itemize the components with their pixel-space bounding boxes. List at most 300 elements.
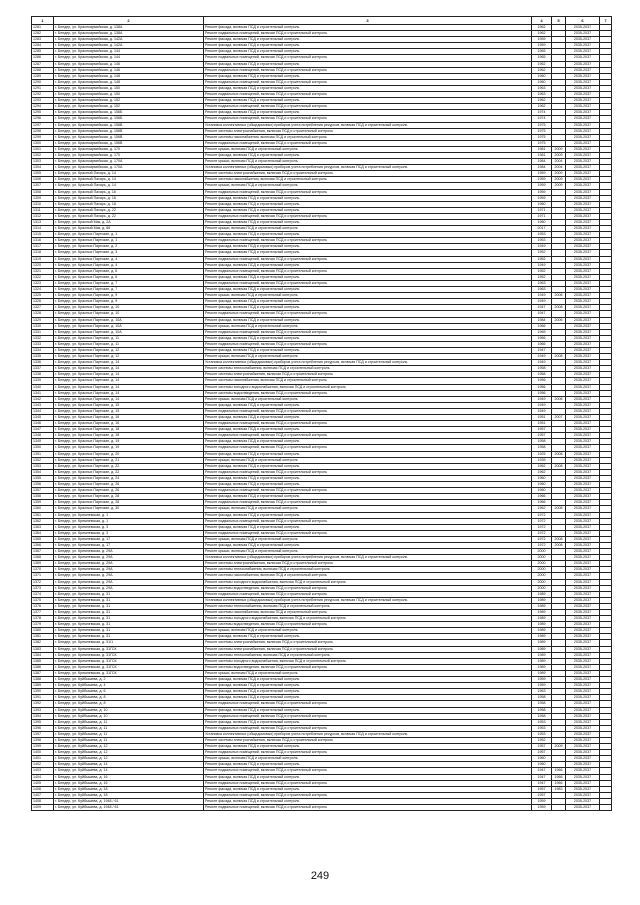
build-year-cell: 1953: [532, 725, 552, 731]
row-number: 1355: [32, 475, 54, 481]
planned-period-cell: 2035-2037: [566, 786, 600, 792]
build-year-cell: 1958: [532, 707, 552, 713]
row-number: 1306: [32, 177, 54, 183]
work-type-cell: Ремонт фасада, включая ПСД и строительный контроль: [204, 463, 532, 469]
build-year-cell: 1959: [532, 183, 552, 189]
planned-period-cell: 2035-2037: [566, 98, 600, 104]
work-type-cell: Ремонт крыши, включая ПСД и строительный контроль: [204, 323, 532, 329]
address-cell: г. Бендер, ул. Красноармейская, д. 156Б: [54, 110, 204, 116]
address-cell: г. Бендер, ул. Куйбышева, д. 2: [54, 677, 204, 683]
row-number: 1342: [32, 396, 54, 402]
last-repair-year-cell: 2004: [552, 159, 566, 165]
address-cell: г. Бендер, ул. Красных Партизан, д. 18: [54, 427, 204, 433]
row-number: 1397: [32, 731, 54, 737]
row-number: 1286: [32, 55, 54, 61]
planned-period-cell: 2035-2037: [566, 762, 600, 768]
planned-period-cell: 2035-2037: [566, 603, 600, 609]
address-cell: г. Бендер, ул. Кремлевская, д. 31/1: [54, 640, 204, 646]
build-year-cell: 1959: [532, 43, 552, 49]
row-number: 1409: [32, 805, 54, 811]
work-type-cell: Ремонт фасада, включая ПСД и строительный контроль: [204, 542, 532, 548]
work-type-cell: Ремонт системы теплоснабжения, включая ПСД и строительный контроль: [204, 567, 532, 573]
planned-period-cell: 2035-2037: [566, 49, 600, 55]
planned-period-cell: 2035-2037: [566, 390, 600, 396]
planned-period-cell: 2035-2037: [566, 335, 600, 341]
row-number: 1293: [32, 98, 54, 104]
work-type-cell: Ремонт фасада, включая ПСД и строительный контроль: [204, 707, 532, 713]
planned-period-cell: 2035-2037: [566, 518, 600, 524]
address-cell: г. Бендер, ул. Красных Партизан, д. 14: [54, 360, 204, 366]
planned-period-cell: 2035-2037: [566, 341, 600, 347]
row-number: 1326: [32, 299, 54, 305]
address-cell: г. Бендер, ул. Красноармейская, д. 142А: [54, 37, 204, 43]
row-number: 1389: [32, 683, 54, 689]
address-cell: г. Бендер, ул. Красных Партизан, д. 4: [54, 256, 204, 262]
address-cell: г. Бендер, ул. Красноармейская, д. 144: [54, 49, 204, 55]
build-year-cell: 1960: [532, 73, 552, 79]
address-cell: г. Бендер, ул. Красноармейская, д. 148: [54, 73, 204, 79]
planned-period-cell: 2035-2037: [566, 317, 600, 323]
build-year-cell: 1962: [532, 67, 552, 73]
address-cell: г. Бендер, ул. Кремлевская, д. 31: [54, 603, 204, 609]
address-cell: г. Бендер, ул. Красноармейская, д. 150: [54, 92, 204, 98]
work-type-cell: Ремонт крыши, включая ПСД и строительный контроль: [204, 354, 532, 360]
planned-period-cell: 2035-2037: [566, 299, 600, 305]
build-year-cell: 2000: [532, 567, 552, 573]
row-number: 1322: [32, 274, 54, 280]
address-cell: г. Бендер, ул. Красных Партизан, д. 7: [54, 280, 204, 286]
address-cell: г. Бендер, ул. Красных Партизан, д. 19: [54, 439, 204, 445]
work-type-cell: Ремонт фасада, включая ПСД и строительный контроль: [204, 220, 532, 226]
work-type-cell: Ремонт фасада, включая ПСД и строительный контроль: [204, 798, 532, 804]
build-year-cell: 1952: [532, 268, 552, 274]
build-year-cell: 1952: [532, 256, 552, 262]
address-cell: г. Бендер, ул. Куйбышева, д. 18: [54, 792, 204, 798]
address-cell: г. Бендер, ул. Красных Партизан, д. 18: [54, 433, 204, 439]
address-cell: г. Бендер, ул. Красных Партизан, д. 16: [54, 415, 204, 421]
row-number: 1406: [32, 786, 54, 792]
row-number: 1393: [32, 707, 54, 713]
row-number: 1328: [32, 311, 54, 317]
work-type-cell: Ремонт системы электроснабжения, включая ПСД и строительный контроль: [204, 372, 532, 378]
build-year-cell: 1958: [532, 366, 552, 372]
planned-period-cell: 2035-2037: [566, 433, 600, 439]
address-cell: г. Бендер, ул. Красноармейская, д. 170А: [54, 165, 204, 171]
row-number: 1292: [32, 92, 54, 98]
build-year-cell: 1962: [532, 469, 552, 475]
planned-period-cell: 2035-2037: [566, 159, 600, 165]
row-number: 1287: [32, 61, 54, 67]
planned-period-cell: 2035-2037: [566, 25, 600, 31]
planned-period-cell: 2035-2037: [566, 677, 600, 683]
work-type-cell: Ремонт системы электроснабжения, включая ПСД и строительный контроль: [204, 640, 532, 646]
address-cell: г. Бендер, ул. Красноармейская, д. 170: [54, 152, 204, 158]
planned-period-cell: 2035-2037: [566, 774, 600, 780]
row-number: 1353: [32, 463, 54, 469]
build-year-cell: 2000: [532, 555, 552, 561]
table-body: [32, 25, 612, 811]
build-year-cell: 2000: [532, 549, 552, 555]
build-year-cell: 1963: [532, 689, 552, 695]
row-number: 1330: [32, 323, 54, 329]
work-type-cell: Ремонт фасада, включая ПСД и строительный контроль: [204, 439, 532, 445]
work-type-cell: Ремонт фасада, включая ПСД и строительный контроль: [204, 305, 532, 311]
build-year-cell: 1965: [532, 49, 552, 55]
address-cell: г. Бендер, ул. Красных Партизан, д. 28: [54, 494, 204, 500]
build-year-cell: 1958: [532, 701, 552, 707]
last-repair-year-cell: 2008: [552, 536, 566, 542]
row-number: 1405: [32, 780, 54, 786]
row-number: 1392: [32, 701, 54, 707]
address-cell: г. Бендер, ул. Красных Партизан, д. 14: [54, 366, 204, 372]
row-number: 1349: [32, 439, 54, 445]
row-number: 1319: [32, 256, 54, 262]
build-year-cell: 1953: [532, 719, 552, 725]
planned-period-cell: 2035-2037: [566, 274, 600, 280]
row-number: 1361: [32, 512, 54, 518]
row-number: 1302: [32, 152, 54, 158]
last-repair-year-cell: 2009: [552, 171, 566, 177]
row-number: 1335: [32, 354, 54, 360]
address-cell: г. Бендер, ул. Кремлевская, д. 31: [54, 628, 204, 634]
work-type-cell: Ремонт подвальных помещений, включая ПСД и строительный контроль: [204, 55, 532, 61]
planned-period-cell: 2035-2037: [566, 372, 600, 378]
register-sheet: [31, 16, 611, 811]
row-number: 1318: [32, 250, 54, 256]
build-year-cell: 1959: [532, 798, 552, 804]
planned-period-cell: 2035-2037: [566, 494, 600, 500]
build-year-cell: 1960: [532, 762, 552, 768]
build-year-cell: 1962: [532, 463, 552, 469]
row-number: 1283: [32, 37, 54, 43]
row-number: 1311: [32, 207, 54, 213]
work-type-cell: Ремонт фасада, включая ПСД и строительный контроль: [204, 744, 532, 750]
row-number: 1317: [32, 244, 54, 250]
row-number: 1388: [32, 677, 54, 683]
build-year-cell: 1962: [532, 61, 552, 67]
row-number: 1387: [32, 670, 54, 676]
work-type-cell: Ремонт фасада, включая ПСД и строительный контроль: [204, 774, 532, 780]
work-type-cell: Ремонт крыши, включая ПСД и строительный контроль: [204, 146, 532, 152]
work-type-cell: Ремонт крыши, включая ПСД и строительный контроль: [204, 536, 532, 542]
work-type-cell: Ремонт подвальных помещений, включая ПСД и строительный контроль: [204, 213, 532, 219]
build-year-cell: 1959: [532, 177, 552, 183]
build-year-cell: 2000: [532, 585, 552, 591]
planned-period-cell: 2035-2037: [566, 646, 600, 652]
build-year-cell: 1959: [532, 805, 552, 811]
build-year-cell: 1989: [532, 634, 552, 640]
row-number: 1343: [32, 402, 54, 408]
address-cell: г. Бендер, ул. Красноармейская, д. 150: [54, 85, 204, 91]
planned-period-cell: 2035-2037: [566, 725, 600, 731]
build-year-cell: 2000: [532, 579, 552, 585]
address-cell: г. Бендер, ул. Красноармейская, д. 156В: [54, 134, 204, 140]
row-number: 1381: [32, 634, 54, 640]
build-year-cell: 1989: [532, 597, 552, 603]
planned-period-cell: 2035-2037: [566, 683, 600, 689]
planned-period-cell: 2035-2037: [566, 244, 600, 250]
work-type-cell: Ремонт крыши, включая ПСД и строительный контроль: [204, 549, 532, 555]
build-year-cell: 1959: [532, 195, 552, 201]
address-cell: г. Бендер, ул. Красных Партизан, д. 12: [54, 347, 204, 353]
row-number: 1282: [32, 31, 54, 37]
build-year-cell: 1984: [532, 165, 552, 171]
address-cell: г. Бендер, ул. Красный Пахарь, д. 16: [54, 195, 204, 201]
work-type-cell: Ремонт фасада, включая ПСД и строительный контроль: [204, 494, 532, 500]
address-cell: г. Бендер, ул. Красных Партизан, д. 20: [54, 451, 204, 457]
table-row: [32, 805, 612, 811]
address-cell: г. Бендер, ул. Куйбышева, д. 18: [54, 786, 204, 792]
build-year-cell: 1952: [532, 250, 552, 256]
address-cell: г. Бендер, ул. Красный Мак, д. 2А: [54, 220, 204, 226]
work-type-cell: Ремонт фасада, включая ПСД и строительный контроль: [204, 287, 532, 293]
address-cell: г. Бендер, ул. Красных Партизан, д. 16: [54, 421, 204, 427]
planned-period-cell: 2035-2037: [566, 280, 600, 286]
row-number: 1296: [32, 116, 54, 122]
work-type-cell: Ремонт подвальных помещений, включая ПСД и строительный контроль: [204, 341, 532, 347]
column-header: 2: [54, 17, 204, 25]
planned-period-cell: 2035-2037: [566, 73, 600, 79]
work-type-cell: Ремонт подвальных помещений, включая ПСД и строительный контроль: [204, 488, 532, 494]
planned-period-cell: 2035-2037: [566, 445, 600, 451]
row-number: 1327: [32, 305, 54, 311]
build-year-cell: 1971: [532, 213, 552, 219]
address-cell: г. Бендер, ул. Куйбышева, д. 6: [54, 689, 204, 695]
address-cell: г. Бендер, ул. Кремлевская, д. 29А: [54, 573, 204, 579]
work-type-cell: Ремонт фасада, включая ПСД и строительный контроль: [204, 195, 532, 201]
planned-period-cell: 2035-2037: [566, 670, 600, 676]
row-number: 1360: [32, 506, 54, 512]
address-cell: г. Бендер, ул. Куйбышева, д. 8: [54, 695, 204, 701]
address-cell: г. Бендер, ул. Кремлевская, д. 29А: [54, 555, 204, 561]
row-number: 1395: [32, 719, 54, 725]
build-year-cell: 1975: [532, 122, 552, 128]
planned-period-cell: 2035-2037: [566, 189, 600, 195]
row-number: 1354: [32, 469, 54, 475]
empty-cell: [600, 805, 612, 811]
build-year-cell: 1956: [532, 390, 552, 396]
address-cell: г. Бендер, ул. Красных Партизан, д. 1: [54, 238, 204, 244]
address-cell: г. Бендер, ул. Куйбышева, д. 1948 / 61: [54, 805, 204, 811]
last-repair-year-cell: 2008: [552, 542, 566, 548]
work-type-cell: Ремонт фасада, включая ПСД и строительный контроль: [204, 677, 532, 683]
row-number: 1294: [32, 104, 54, 110]
work-type-cell: Ремонт системы холодного водоснабжения, включая ПСД и строительный контроль: [204, 579, 532, 585]
build-year-cell: 1989: [532, 628, 552, 634]
address-cell: г. Бендер, ул. Красноармейская, д. 152: [54, 98, 204, 104]
row-number: 1320: [32, 262, 54, 268]
build-year-cell: 1975: [532, 134, 552, 140]
build-year-cell: 1962: [532, 31, 552, 37]
build-year-cell: 1957: [532, 427, 552, 433]
page-number: 249: [310, 870, 330, 882]
build-year-cell: 1956: [532, 378, 552, 384]
work-type-cell: Ремонт подвальных помещений, включая ПСД и строительный контроль: [204, 792, 532, 798]
work-type-cell: Ремонт подвальных помещений, включая ПСД и строительный контроль: [204, 750, 532, 756]
address-cell: г. Бендер, ул. Красных Партизан, д. 11: [54, 341, 204, 347]
work-type-cell: Ремонт системы теплоснабжения, включая ПСД и строительный контроль: [204, 652, 532, 658]
address-cell: г. Бендер, ул. Кремлевская, д. 31: [54, 622, 204, 628]
address-cell: г. Бендер, ул. Красных Партизан, д. 10А: [54, 323, 204, 329]
planned-period-cell: 2035-2037: [566, 67, 600, 73]
row-number: 1394: [32, 713, 54, 719]
build-year-cell: 1953: [532, 232, 552, 238]
row-number: 1398: [32, 737, 54, 743]
address-cell: г. Бендер, ул. Красный Мак, д. 66: [54, 226, 204, 232]
planned-period-cell: 2035-2037: [566, 140, 600, 146]
address-cell: г. Бендер, ул. Красных Партизан, д. 7: [54, 287, 204, 293]
build-year-cell: 1949: [532, 244, 552, 250]
build-year-cell: 1958: [532, 372, 552, 378]
planned-period-cell: 2035-2037: [566, 567, 600, 573]
last-repair-year-cell: 2008: [552, 396, 566, 402]
address-cell: г. Бендер, ул. Кремлевская, д. 1: [54, 512, 204, 518]
build-year-cell: 1959: [532, 677, 552, 683]
address-cell: г. Бендер, ул. Красноармейская, д. 156В: [54, 122, 204, 128]
planned-period-cell: 2035-2037: [566, 542, 600, 548]
row-number: 1304: [32, 165, 54, 171]
work-type-cell: Ремонт системы холодного водоснабжения, включая ПСД и строительный контроль: [204, 384, 532, 390]
build-year-cell: 1972: [532, 536, 552, 542]
work-type-cell: Ремонт подвальных помещений, включая ПСД и строительный контроль: [204, 445, 532, 451]
planned-period-cell: 2035-2037: [566, 55, 600, 61]
row-number: 1344: [32, 408, 54, 414]
planned-period-cell: 2035-2037: [566, 311, 600, 317]
row-number: 1403: [32, 768, 54, 774]
build-year-cell: 2000: [532, 573, 552, 579]
row-number: 1391: [32, 695, 54, 701]
work-type-cell: Ремонт системы теплоснабжения, включая ПСД и строительный контроль: [204, 603, 532, 609]
build-year-cell: 1960: [532, 475, 552, 481]
build-year-cell: 1974: [532, 116, 552, 122]
row-number: 1402: [32, 762, 54, 768]
row-number: 1362: [32, 518, 54, 524]
work-type-cell: Ремонт подвальных помещений, включая ПСД и строительный контроль: [204, 433, 532, 439]
last-repair-year-cell: 2009: [552, 183, 566, 189]
row-number: 1400: [32, 750, 54, 756]
build-year-cell: 1960: [532, 201, 552, 207]
planned-period-cell: 2035-2037: [566, 79, 600, 85]
work-type-cell: Ремонт фасада, включая ПСД и строительный контроль: [204, 250, 532, 256]
row-number: 1324: [32, 287, 54, 293]
row-number: 1379: [32, 622, 54, 628]
last-repair-year-cell: 2009: [552, 744, 566, 750]
last-repair-year-cell: 2008: [552, 506, 566, 512]
work-type-cell: Установка коллективных (общедомовых) приборов учета потребления ресурсов, включая ПСД и строительный контроль: [204, 597, 532, 603]
build-year-cell: 1962: [532, 104, 552, 110]
planned-period-cell: 2035-2037: [566, 652, 600, 658]
build-year-cell: 2000: [532, 561, 552, 567]
work-type-cell: Ремонт фасада, включая ПСД и строительный контроль: [204, 786, 532, 792]
planned-period-cell: 2035-2037: [566, 402, 600, 408]
row-number: 1369: [32, 561, 54, 567]
work-type-cell: Ремонт системы водоотведения, включая ПСД и строительный контроль: [204, 390, 532, 396]
row-number: 1359: [32, 500, 54, 506]
build-year-cell: 1957: [532, 786, 552, 792]
work-type-cell: Ремонт фасада, включая ПСД и строительный контроль: [204, 85, 532, 91]
address-cell: г. Бендер, ул. Кремлевская, д. 17: [54, 542, 204, 548]
build-year-cell: 1965: [532, 55, 552, 61]
row-number: 1334: [32, 347, 54, 353]
build-year-cell: 1974: [532, 110, 552, 116]
row-number: 1370: [32, 567, 54, 573]
address-cell: г. Бендер, ул. Кремлевская, д. 31ГСК: [54, 652, 204, 658]
address-cell: г. Бендер, ул. Куйбышева, д. 14: [54, 762, 204, 768]
address-cell: г. Бендер, ул. Куйбышева, д. 16: [54, 780, 204, 786]
row-number: 1309: [32, 195, 54, 201]
planned-period-cell: 2035-2037: [566, 616, 600, 622]
planned-period-cell: 2035-2037: [566, 287, 600, 293]
work-type-cell: Ремонт системы электроснабжения, включая ПСД и строительный контроль: [204, 646, 532, 652]
address-cell: г. Бендер, ул. Красных Партизан, д. 28: [54, 500, 204, 506]
build-year-cell: 1989: [532, 610, 552, 616]
row-number: 1298: [32, 128, 54, 134]
address-cell: г. Бендер, ул. Куйбышева, д. 4: [54, 683, 204, 689]
row-number: 1303: [32, 159, 54, 165]
address-cell: г. Бендер, ул. Кремлевская, д. 29А: [54, 567, 204, 573]
planned-period-cell: 2035-2037: [566, 329, 600, 335]
address-cell: г. Бендер, ул. Кремлевская, д. 3: [54, 524, 204, 530]
address-cell: г. Бендер, ул. Красный Пахарь, д. 16: [54, 189, 204, 195]
work-type-cell: Установка коллективных (общедомовых) приборов учета потребления ресурсов, включая ПСД и строительный контроль: [204, 731, 532, 737]
address-cell: г. Бендер, ул. Куйбышева, д. 12: [54, 756, 204, 762]
planned-period-cell: 2035-2037: [566, 396, 600, 402]
row-number: 1346: [32, 421, 54, 427]
planned-period-cell: 2035-2037: [566, 701, 600, 707]
row-number: 1383: [32, 646, 54, 652]
row-number: 1352: [32, 457, 54, 463]
work-type-cell: Ремонт подвальных помещений, включая ПСД и строительный контроль: [204, 780, 532, 786]
work-type-cell: Ремонт фасада, включая ПСД и строительный контроль: [204, 695, 532, 701]
last-repair-year-cell: 1983: [552, 786, 566, 792]
row-number: 1340: [32, 384, 54, 390]
row-number: 1337: [32, 366, 54, 372]
column-header: 5: [552, 17, 566, 25]
row-number: 1347: [32, 427, 54, 433]
address-cell: г. Бендер, ул. Куйбышева, д. 11: [54, 719, 204, 725]
build-year-cell: 1958: [532, 695, 552, 701]
build-year-cell: 1959: [532, 37, 552, 43]
address-cell: г. Бендер, ул. Куйбышева, д. 10: [54, 707, 204, 713]
planned-period-cell: 2035-2037: [566, 183, 600, 189]
planned-period-cell: 2035-2037: [566, 719, 600, 725]
address-cell: г. Бендер, ул. Красных Партизан, д. 14: [54, 396, 204, 402]
address-cell: г. Бендер, ул. Красных Партизан, д. 24: [54, 475, 204, 481]
address-cell: г. Бендер, ул. Красноармейская, д. 138А: [54, 31, 204, 37]
work-type-cell: Ремонт фасада, включая ПСД и строительный контроль: [204, 683, 532, 689]
build-year-cell: 1972: [532, 530, 552, 536]
planned-period-cell: 2035-2037: [566, 780, 600, 786]
work-type-cell: Ремонт системы газоснабжения, включая ПСД и строительный контроль: [204, 378, 532, 384]
address-cell: г. Бендер, ул. Красноармейская, д. 156В: [54, 128, 204, 134]
planned-period-cell: 2035-2037: [566, 530, 600, 536]
work-type-cell: Ремонт фасада, включая ПСД и строительный контроль: [204, 152, 532, 158]
work-type-cell: Ремонт подвальных помещений, включая ПСД и строительный контроль: [204, 140, 532, 146]
row-number: 1384: [32, 652, 54, 658]
row-number: 1368: [32, 555, 54, 561]
address-cell: г. Бендер, ул. Красных Партизан, д. 6: [54, 274, 204, 280]
build-year-cell: 1952: [532, 274, 552, 280]
build-year-cell: 1966: [532, 335, 552, 341]
row-number: 1310: [32, 201, 54, 207]
last-repair-year-cell: 1966: [552, 780, 566, 786]
work-type-cell: Ремонт фасада, включая ПСД и строительный контроль: [204, 232, 532, 238]
work-type-cell: Ремонт подвальных помещений, включая ПСД и строительный контроль: [204, 500, 532, 506]
build-year-cell: 1947: [532, 311, 552, 317]
work-type-cell: Ремонт фасада, включая ПСД и строительный контроль: [204, 61, 532, 67]
row-number: 1376: [32, 603, 54, 609]
build-year-cell: 1951: [532, 421, 552, 427]
